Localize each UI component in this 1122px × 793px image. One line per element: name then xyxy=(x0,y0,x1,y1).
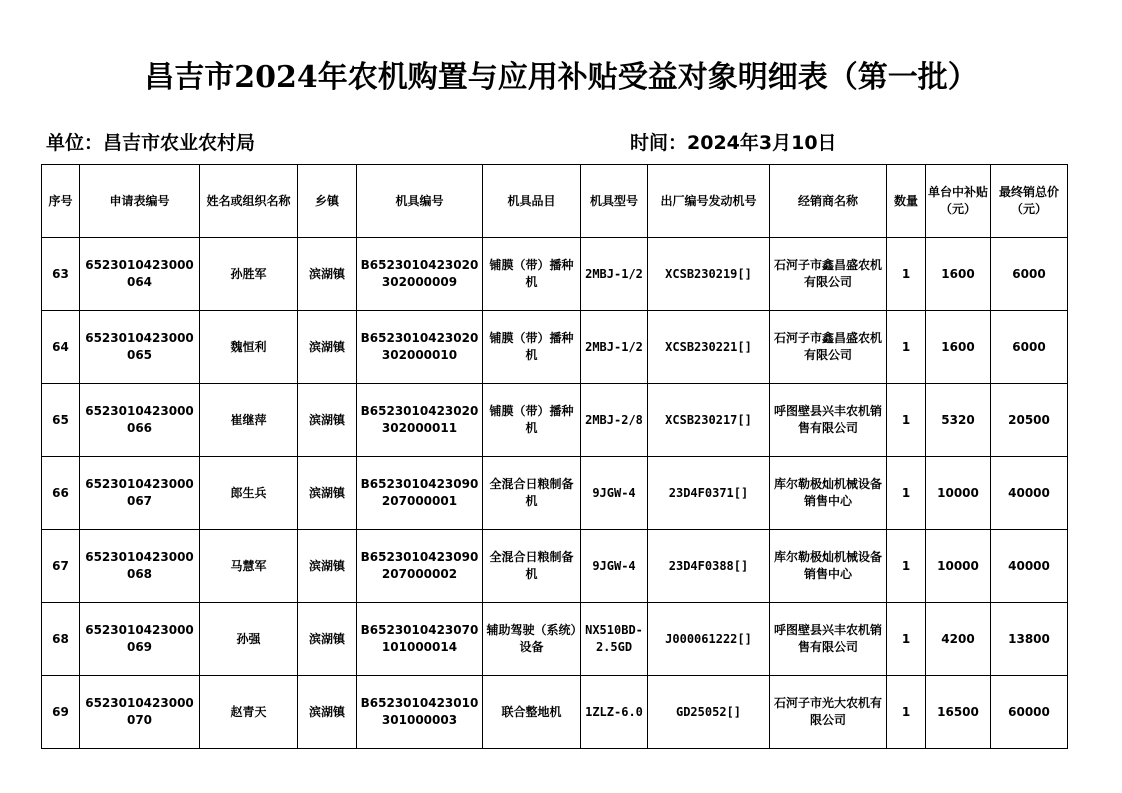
cell-application-no: 6523010423000064 xyxy=(80,238,200,311)
cell-subsidy: 4200 xyxy=(926,603,991,676)
cell-township: 滨湖镇 xyxy=(298,603,357,676)
cell-quantity: 1 xyxy=(887,384,926,457)
cell-machine-category: 全混合日粮制备机 xyxy=(483,530,581,603)
cell-total-price: 60000 xyxy=(991,676,1068,749)
cell-subsidy: 1600 xyxy=(926,238,991,311)
cell-applicant-name: 孙胜军 xyxy=(200,238,298,311)
cell-serial-engine-no: 23D4F0371[] xyxy=(648,457,770,530)
cell-index: 67 xyxy=(42,530,80,603)
cell-machine-model: 9JGW-4 xyxy=(581,530,648,603)
cell-total-price: 40000 xyxy=(991,530,1068,603)
cell-application-no: 6523010423000066 xyxy=(80,384,200,457)
cell-serial-engine-no: XCSB230219[] xyxy=(648,238,770,311)
cell-dealer-name: 石河子市鑫昌盛农机有限公司 xyxy=(770,311,887,384)
cell-total-price: 13800 xyxy=(991,603,1068,676)
cell-applicant-name: 赵青天 xyxy=(200,676,298,749)
cell-machine-model: 2MBJ-2/8 xyxy=(581,384,648,457)
cell-township: 滨湖镇 xyxy=(298,384,357,457)
cell-township: 滨湖镇 xyxy=(298,457,357,530)
cell-application-no: 6523010423000069 xyxy=(80,603,200,676)
header-machine-category: 机具品目 xyxy=(483,165,581,238)
cell-machine-category: 联合整地机 xyxy=(483,676,581,749)
date-label: 时间：2024年3月10日 xyxy=(630,132,837,154)
cell-serial-engine-no: 23D4F0388[] xyxy=(648,530,770,603)
cell-dealer-name: 库尔勒极灿机械设备销售中心 xyxy=(770,530,887,603)
cell-dealer-name: 呼图壁县兴丰农机销售有限公司 xyxy=(770,603,887,676)
cell-subsidy: 10000 xyxy=(926,457,991,530)
header-total-price: 最终销总价（元） xyxy=(991,165,1068,238)
cell-dealer-name: 石河子市鑫昌盛农机有限公司 xyxy=(770,238,887,311)
cell-total-price: 6000 xyxy=(991,311,1068,384)
table-row xyxy=(42,530,1068,603)
cell-machine-no: B6523010423020302000010 xyxy=(357,311,483,384)
cell-index: 65 xyxy=(42,384,80,457)
cell-total-price: 40000 xyxy=(991,457,1068,530)
table-row xyxy=(42,238,1068,311)
cell-serial-engine-no: XCSB230217[] xyxy=(648,384,770,457)
cell-subsidy: 16500 xyxy=(926,676,991,749)
subsidy-table xyxy=(41,164,1068,749)
cell-quantity: 1 xyxy=(887,676,926,749)
cell-applicant-name: 郎生兵 xyxy=(200,457,298,530)
cell-total-price: 6000 xyxy=(991,238,1068,311)
cell-machine-category: 全混合日粮制备机 xyxy=(483,457,581,530)
unit-label: 单位：昌吉市农业农村局 xyxy=(46,132,256,154)
cell-quantity: 1 xyxy=(887,457,926,530)
cell-township: 滨湖镇 xyxy=(298,676,357,749)
header-application-no: 申请表编号 xyxy=(80,165,200,238)
cell-machine-no: B6523010423010301000003 xyxy=(357,676,483,749)
cell-quantity: 1 xyxy=(887,311,926,384)
header-serial-engine-no: 出厂编号发动机号 xyxy=(648,165,770,238)
cell-subsidy: 10000 xyxy=(926,530,991,603)
table-row xyxy=(42,384,1068,457)
cell-machine-model: 9JGW-4 xyxy=(581,457,648,530)
header-machine-model: 机具型号 xyxy=(581,165,648,238)
cell-application-no: 6523010423000065 xyxy=(80,311,200,384)
header-machine-no: 机具编号 xyxy=(357,165,483,238)
cell-applicant-name: 魏恒利 xyxy=(200,311,298,384)
cell-serial-engine-no: GD25052[] xyxy=(648,676,770,749)
header-township: 乡镇 xyxy=(298,165,357,238)
table-row xyxy=(42,457,1068,530)
cell-machine-no: B6523010423020302000009 xyxy=(357,238,483,311)
table-row xyxy=(42,311,1068,384)
cell-index: 69 xyxy=(42,676,80,749)
cell-applicant-name: 孙强 xyxy=(200,603,298,676)
cell-machine-category: 铺膜（带）播种机 xyxy=(483,384,581,457)
cell-machine-category: 铺膜（带）播种机 xyxy=(483,311,581,384)
header-dealer-name: 经销商名称 xyxy=(770,165,887,238)
cell-machine-category: 辅助驾驶（系统）设备 xyxy=(483,603,581,676)
header-quantity: 数量 xyxy=(887,165,926,238)
cell-application-no: 6523010423000068 xyxy=(80,530,200,603)
cell-machine-no: B6523010423070101000014 xyxy=(357,603,483,676)
header-index: 序号 xyxy=(42,165,80,238)
cell-township: 滨湖镇 xyxy=(298,530,357,603)
cell-quantity: 1 xyxy=(887,530,926,603)
cell-subsidy: 5320 xyxy=(926,384,991,457)
cell-quantity: 1 xyxy=(887,603,926,676)
cell-applicant-name: 马慧军 xyxy=(200,530,298,603)
cell-application-no: 6523010423000070 xyxy=(80,676,200,749)
table-header-row xyxy=(42,165,1068,238)
cell-dealer-name: 呼图壁县兴丰农机销售有限公司 xyxy=(770,384,887,457)
cell-index: 64 xyxy=(42,311,80,384)
page-title: 昌吉市2024年农机购置与应用补贴受益对象明细表（第一批） xyxy=(144,60,978,95)
cell-machine-model: 2MBJ-1/2 xyxy=(581,238,648,311)
cell-index: 63 xyxy=(42,238,80,311)
cell-serial-engine-no: XCSB230221[] xyxy=(648,311,770,384)
cell-machine-model: 2MBJ-1/2 xyxy=(581,311,648,384)
cell-applicant-name: 崔继萍 xyxy=(200,384,298,457)
header-applicant-name: 姓名或组织名称 xyxy=(200,165,298,238)
table-row xyxy=(42,676,1068,749)
header-subsidy: 单台中补贴（元） xyxy=(926,165,991,238)
cell-subsidy: 1600 xyxy=(926,311,991,384)
cell-quantity: 1 xyxy=(887,238,926,311)
cell-machine-model: NX510BD-2.5GD xyxy=(581,603,648,676)
cell-township: 滨湖镇 xyxy=(298,311,357,384)
cell-machine-model: 1ZLZ-6.0 xyxy=(581,676,648,749)
cell-township: 滨湖镇 xyxy=(298,238,357,311)
cell-machine-no: B6523010423090207000002 xyxy=(357,530,483,603)
cell-machine-no: B6523010423020302000011 xyxy=(357,384,483,457)
cell-dealer-name: 库尔勒极灿机械设备销售中心 xyxy=(770,457,887,530)
cell-index: 68 xyxy=(42,603,80,676)
cell-index: 66 xyxy=(42,457,80,530)
cell-machine-no: B6523010423090207000001 xyxy=(357,457,483,530)
cell-serial-engine-no: J000061222[] xyxy=(648,603,770,676)
cell-machine-category: 铺膜（带）播种机 xyxy=(483,238,581,311)
cell-application-no: 6523010423000067 xyxy=(80,457,200,530)
cell-dealer-name: 石河子市光大农机有限公司 xyxy=(770,676,887,749)
cell-total-price: 20500 xyxy=(991,384,1068,457)
table-row xyxy=(42,603,1068,676)
